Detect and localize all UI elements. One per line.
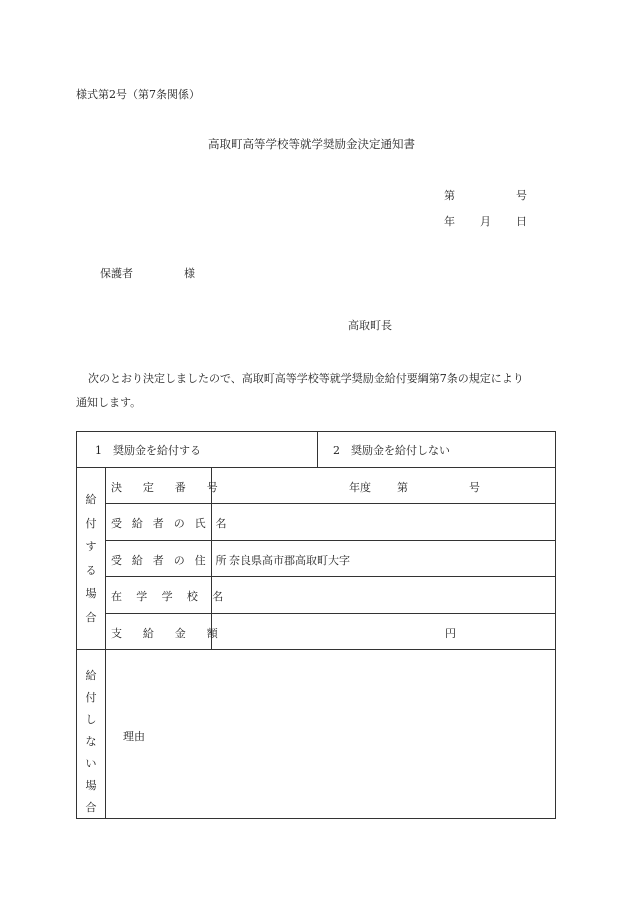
addressee-honorific: 様: [184, 267, 195, 280]
value-address: 奈良県高市郡高取町大字: [229, 554, 350, 567]
addressee-label: 保護者: [100, 267, 133, 280]
label-decision-number: 決定番号: [111, 481, 239, 494]
no-give-section-label: 給 付 し な い 場 合: [85, 669, 97, 814]
value-yen: 円: [445, 627, 456, 640]
row-border-2: [105, 540, 555, 541]
body-line-2: 通知します。: [76, 396, 142, 409]
section-border: [77, 649, 555, 650]
option-not-give: 2 奨励金を給付しない: [333, 444, 450, 457]
option-divider: [317, 432, 318, 467]
sender: 高取町長: [348, 319, 392, 332]
row-border-3: [105, 576, 555, 577]
ref-go: 号: [516, 189, 527, 202]
label-school-name: 在学学校名: [111, 590, 238, 603]
ref-dai: 第: [444, 189, 455, 202]
reason-label: 理由: [123, 730, 145, 743]
body-line-1: 次のとおり決定しましたので、高取町高等学校等就学奨励金給付要綱第7条の規定により: [88, 372, 524, 385]
value-fiscal-year: 年度: [349, 481, 371, 494]
label-amount: 支給金額: [111, 627, 239, 640]
section-column-border: [105, 467, 106, 818]
row-border-4: [105, 613, 555, 614]
value-go: 号: [469, 481, 480, 494]
value-dai: 第: [397, 481, 408, 494]
form-number: 様式第2号（第7条関係）: [76, 88, 200, 101]
row-border-1: [105, 503, 555, 504]
date-month: 月: [480, 215, 491, 228]
decision-table: [76, 431, 556, 819]
option-give: 1 奨励金を給付する: [95, 444, 201, 457]
give-section-label: 給 付 す る 場 合: [85, 493, 97, 624]
date-year: 年: [444, 215, 455, 228]
option-row-border: [77, 467, 555, 468]
date-day: 日: [516, 215, 527, 228]
label-recipient-address: 受給者の住所: [111, 554, 237, 567]
document-title: 高取町高等学校等就学奨励金決定通知書: [208, 137, 415, 151]
label-recipient-name: 受給者の氏名: [111, 517, 237, 530]
